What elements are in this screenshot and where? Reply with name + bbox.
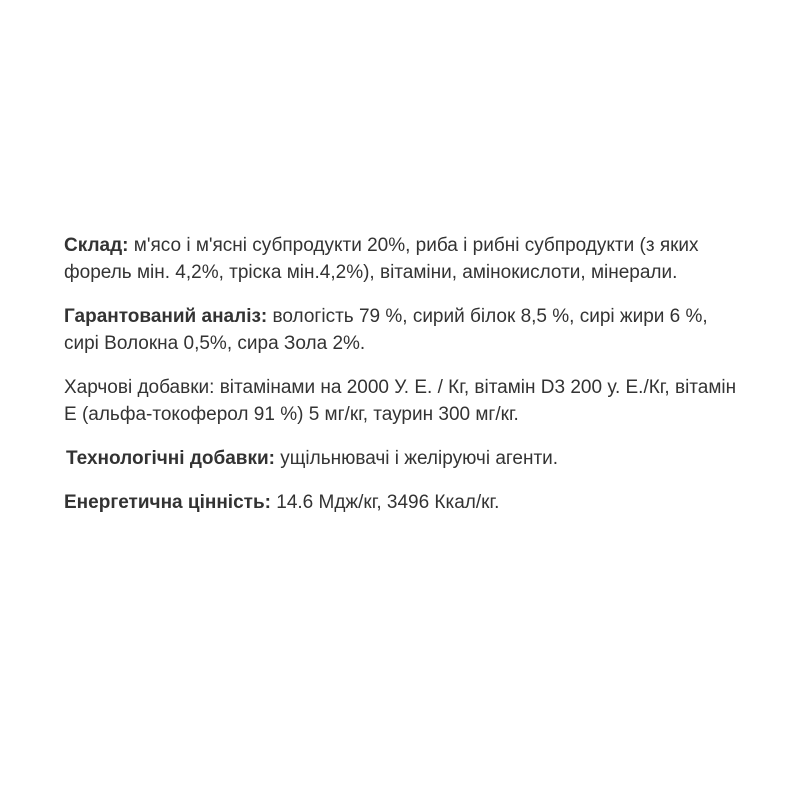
composition-paragraph [64, 232, 744, 286]
energy-text: 14.6 Мдж/кг, 3496 Ккал/кг. [270, 492, 500, 513]
technological-paragraph [64, 445, 744, 472]
analysis-paragraph [64, 303, 744, 357]
technological-text: ущільнювачі і желіруючі агенти. [275, 448, 559, 469]
additives-paragraph [64, 374, 744, 428]
technological-label: Технологічні добавки: [66, 448, 275, 469]
energy-label: Енергетична цінність: [64, 492, 271, 513]
composition-text: м'ясо і м'ясні субпродукти 20%, риба і рибні субпродукти (з яких форель мін. 4,2%, тріска мін.4,2%), вітаміни, амінокислоти, мінерали. [64, 235, 699, 283]
composition-label: Склад: [64, 235, 129, 256]
analysis-label: Гарантований аналіз: [64, 306, 268, 327]
energy-paragraph [64, 489, 744, 516]
product-description [64, 232, 744, 533]
analysis-text: вологість 79 %, сирий білок 8,5 %, сирі жири 6 %, сирі Волокна 0,5%, сира Зола 2%. [64, 306, 708, 354]
additives-text: Харчові добавки: вітамінами на 2000 У. Е. / Кг, вітамін D3 200 у. Е./Кг, вітамін Е (альфа-токоферол 91 %) 5 мг/кг, таурин 300 мг/кг. [64, 377, 737, 425]
